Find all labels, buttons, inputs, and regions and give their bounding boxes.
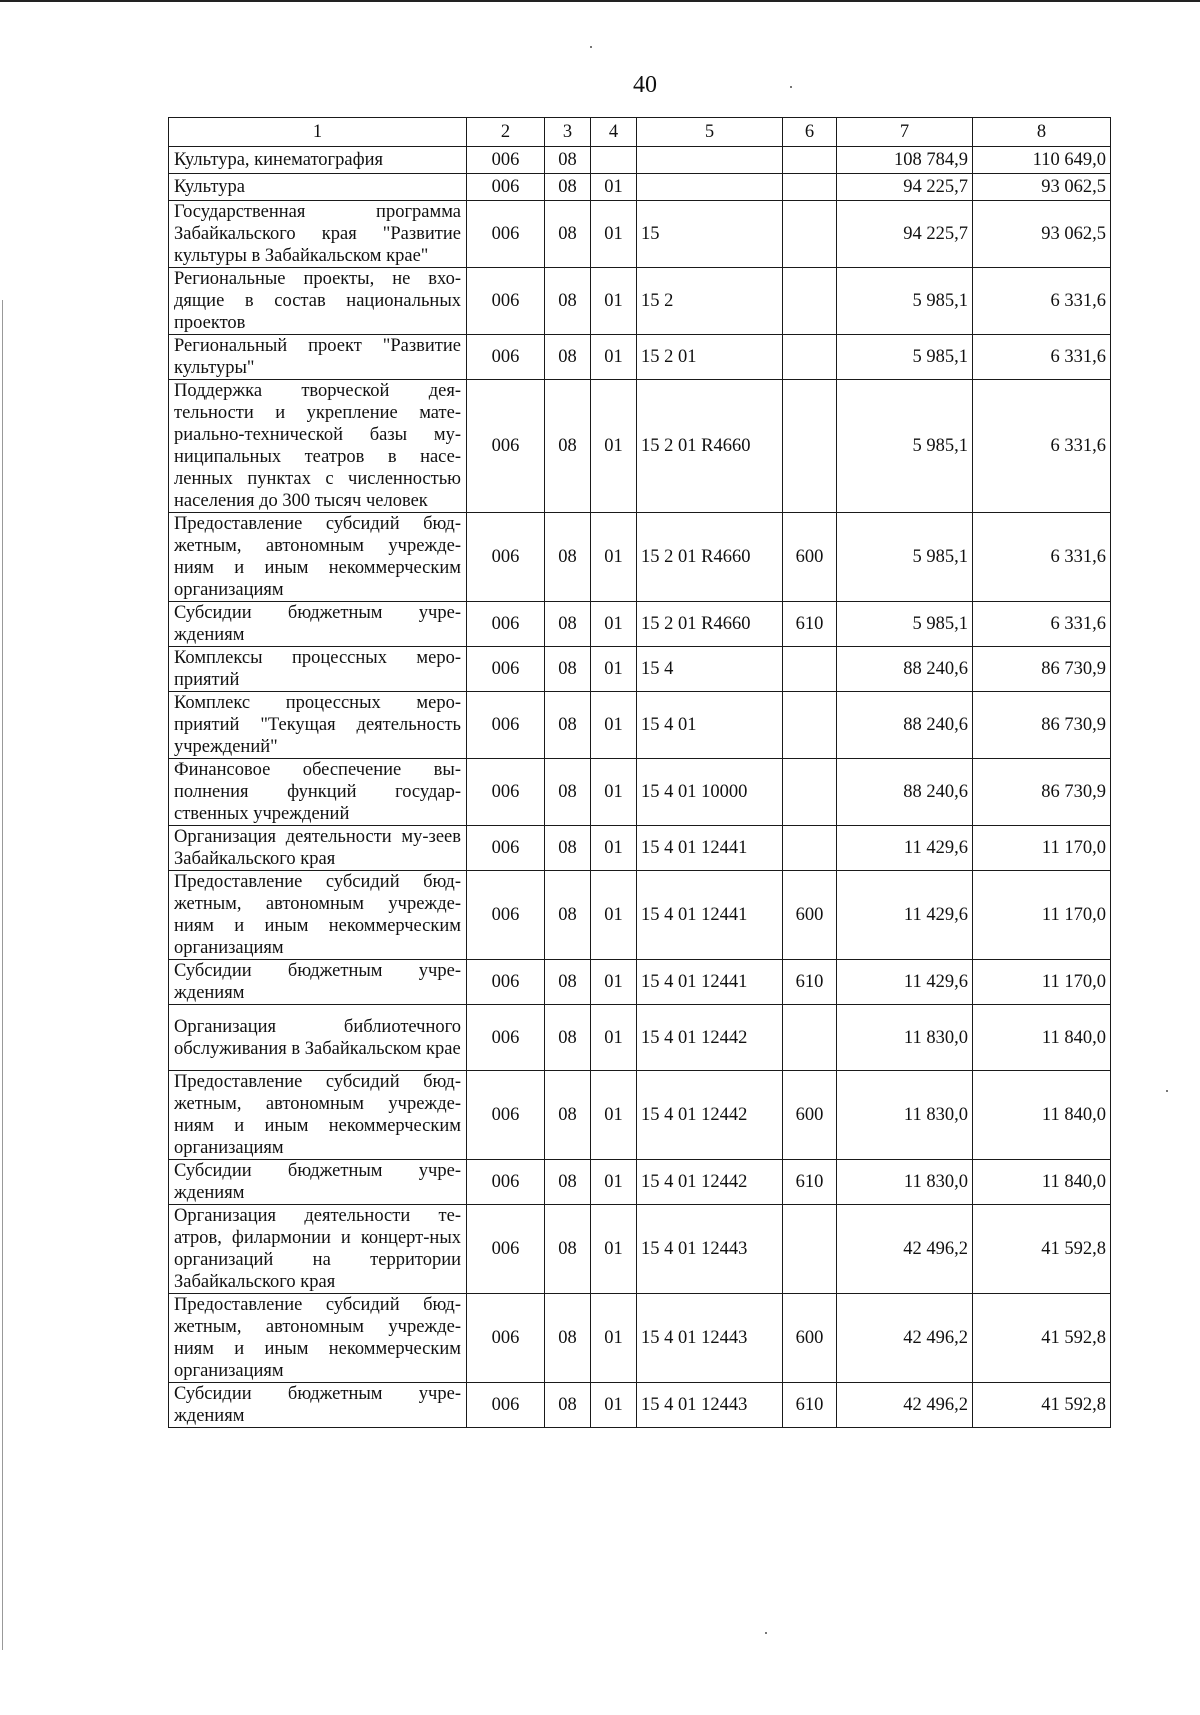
row-name-cell: Предоставление субсидий бюд-жетным, автономным учрежде-ниям и иным некоммерческим организациям <box>169 513 467 602</box>
row-subsection-cell: 01 <box>591 759 637 826</box>
row-subsection-cell: 01 <box>591 647 637 692</box>
row-name-cell: Предоставление субсидий бюд-жетным, автономным учрежде-ниям и иным некоммерческим организациям <box>169 1294 467 1383</box>
row-amount-col7-cell: 11 830,0 <box>837 1005 973 1071</box>
header-cell: 7 <box>837 118 973 147</box>
table-row <box>169 1205 1111 1294</box>
row-target-article-cell: 15 4 <box>637 647 783 692</box>
table-row <box>169 960 1111 1005</box>
row-name-cell: Организация деятельности му-зеев Забайкальского края <box>169 826 467 871</box>
header-cell: 4 <box>591 118 637 147</box>
row-section-cell: 08 <box>545 147 591 174</box>
row-name-cell: Предоставление субсидий бюд-жетным, автономным учрежде-ниям и иным некоммерческим организациям <box>169 1071 467 1160</box>
row-section-cell: 08 <box>545 1071 591 1160</box>
row-name-cell: Субсидии бюджетным учре-ждениям <box>169 1383 467 1428</box>
table-row <box>169 335 1111 380</box>
table-row <box>169 1294 1111 1383</box>
row-section-cell: 08 <box>545 1205 591 1294</box>
row-section-cell: 08 <box>545 871 591 960</box>
row-target-article-cell: 15 2 01 R4660 <box>637 380 783 513</box>
row-expense-type-cell <box>783 268 837 335</box>
budget-table <box>168 117 1111 1428</box>
scan-speck <box>1166 1090 1168 1092</box>
table-row <box>169 871 1111 960</box>
row-code-cell: 006 <box>467 960 545 1005</box>
row-code-cell: 006 <box>467 1383 545 1428</box>
row-section-cell: 08 <box>545 960 591 1005</box>
row-amount-col8-cell: 11 170,0 <box>973 826 1111 871</box>
row-subsection-cell: 01 <box>591 692 637 759</box>
row-expense-type-cell <box>783 147 837 174</box>
header-cell: 2 <box>467 118 545 147</box>
row-subsection-cell: 01 <box>591 1294 637 1383</box>
row-subsection-cell: 01 <box>591 1160 637 1205</box>
row-amount-col8-cell: 41 592,8 <box>973 1205 1111 1294</box>
table-header-row <box>169 118 1111 147</box>
row-expense-type-cell: 610 <box>783 1160 837 1205</box>
row-code-cell: 006 <box>467 201 545 268</box>
row-target-article-cell: 15 4 01 12443 <box>637 1205 783 1294</box>
row-target-article-cell: 15 4 01 12442 <box>637 1005 783 1071</box>
row-subsection-cell: 01 <box>591 826 637 871</box>
row-amount-col8-cell: 11 840,0 <box>973 1005 1111 1071</box>
scan-speck <box>590 46 592 48</box>
table-row <box>169 1160 1111 1205</box>
row-amount-col7-cell: 42 496,2 <box>837 1294 973 1383</box>
page-number: 40 <box>633 72 657 98</box>
row-section-cell: 08 <box>545 1383 591 1428</box>
row-target-article-cell <box>637 147 783 174</box>
row-subsection-cell: 01 <box>591 1383 637 1428</box>
row-expense-type-cell <box>783 335 837 380</box>
row-section-cell: 08 <box>545 513 591 602</box>
row-amount-col7-cell: 88 240,6 <box>837 759 973 826</box>
row-name-cell: Поддержка творческой дея-тельности и укрепление мате-риально-технической базы му-ниципальных театров в насе-ленных пунктах с численностью населения до 300 тысяч человек <box>169 380 467 513</box>
row-subsection-cell: 01 <box>591 1205 637 1294</box>
row-code-cell: 006 <box>467 380 545 513</box>
row-section-cell: 08 <box>545 1005 591 1071</box>
row-target-article-cell: 15 4 01 12441 <box>637 826 783 871</box>
row-code-cell: 006 <box>467 268 545 335</box>
row-name-cell: Организация деятельности те-атров, филармонии и концерт-ных организаций на территории Забайкальского края <box>169 1205 467 1294</box>
row-target-article-cell: 15 2 01 R4660 <box>637 513 783 602</box>
table-row <box>169 647 1111 692</box>
row-amount-col8-cell: 86 730,9 <box>973 692 1111 759</box>
row-expense-type-cell <box>783 692 837 759</box>
row-target-article-cell: 15 4 01 12442 <box>637 1160 783 1205</box>
row-section-cell: 08 <box>545 602 591 647</box>
table-row <box>169 1005 1111 1071</box>
table-row <box>169 513 1111 602</box>
row-target-article-cell: 15 2 01 R4660 <box>637 602 783 647</box>
row-target-article-cell: 15 4 01 12441 <box>637 871 783 960</box>
table-row <box>169 826 1111 871</box>
table-row <box>169 759 1111 826</box>
row-section-cell: 08 <box>545 201 591 268</box>
row-amount-col8-cell: 6 331,6 <box>973 380 1111 513</box>
table-row <box>169 602 1111 647</box>
row-subsection-cell <box>591 147 637 174</box>
row-amount-col8-cell: 93 062,5 <box>973 174 1111 201</box>
row-code-cell: 006 <box>467 147 545 174</box>
row-amount-col8-cell: 6 331,6 <box>973 268 1111 335</box>
row-expense-type-cell: 610 <box>783 960 837 1005</box>
row-amount-col8-cell: 11 840,0 <box>973 1160 1111 1205</box>
row-amount-col7-cell: 5 985,1 <box>837 335 973 380</box>
row-expense-type-cell: 600 <box>783 1071 837 1160</box>
row-amount-col7-cell: 94 225,7 <box>837 174 973 201</box>
row-amount-col7-cell: 108 784,9 <box>837 147 973 174</box>
row-expense-type-cell: 600 <box>783 1294 837 1383</box>
row-code-cell: 006 <box>467 1005 545 1071</box>
row-amount-col7-cell: 11 830,0 <box>837 1160 973 1205</box>
row-code-cell: 006 <box>467 826 545 871</box>
row-subsection-cell: 01 <box>591 513 637 602</box>
row-expense-type-cell <box>783 201 837 268</box>
row-amount-col8-cell: 93 062,5 <box>973 201 1111 268</box>
top-border-line <box>0 0 1200 2</box>
row-amount-col8-cell: 11 840,0 <box>973 1071 1111 1160</box>
row-target-article-cell: 15 4 01 10000 <box>637 759 783 826</box>
table-row <box>169 147 1111 174</box>
row-amount-col7-cell: 5 985,1 <box>837 602 973 647</box>
row-expense-type-cell <box>783 826 837 871</box>
row-expense-type-cell <box>783 1205 837 1294</box>
row-amount-col7-cell: 11 429,6 <box>837 960 973 1005</box>
row-target-article-cell: 15 4 01 <box>637 692 783 759</box>
row-subsection-cell: 01 <box>591 960 637 1005</box>
row-code-cell: 006 <box>467 1294 545 1383</box>
row-amount-col8-cell: 11 170,0 <box>973 960 1111 1005</box>
header-cell: 3 <box>545 118 591 147</box>
row-amount-col8-cell: 6 331,6 <box>973 602 1111 647</box>
row-code-cell: 006 <box>467 1160 545 1205</box>
row-expense-type-cell <box>783 380 837 513</box>
row-section-cell: 08 <box>545 647 591 692</box>
row-expense-type-cell <box>783 1005 837 1071</box>
row-code-cell: 006 <box>467 335 545 380</box>
row-amount-col8-cell: 86 730,9 <box>973 759 1111 826</box>
row-section-cell: 08 <box>545 174 591 201</box>
row-amount-col7-cell: 88 240,6 <box>837 647 973 692</box>
row-amount-col7-cell: 11 429,6 <box>837 826 973 871</box>
row-amount-col8-cell: 110 649,0 <box>973 147 1111 174</box>
row-expense-type-cell: 600 <box>783 871 837 960</box>
row-target-article-cell: 15 <box>637 201 783 268</box>
row-section-cell: 08 <box>545 826 591 871</box>
row-subsection-cell: 01 <box>591 335 637 380</box>
header-cell: 1 <box>169 118 467 147</box>
row-section-cell: 08 <box>545 759 591 826</box>
row-code-cell: 006 <box>467 513 545 602</box>
row-target-article-cell <box>637 174 783 201</box>
row-name-cell: Субсидии бюджетным учре-ждениям <box>169 1160 467 1205</box>
table-row <box>169 692 1111 759</box>
scan-speck <box>765 1632 767 1634</box>
row-amount-col8-cell: 11 170,0 <box>973 871 1111 960</box>
row-code-cell: 006 <box>467 1205 545 1294</box>
row-expense-type-cell <box>783 759 837 826</box>
row-section-cell: 08 <box>545 335 591 380</box>
row-name-cell: Региональные проекты, не вхо-дящие в состав национальных проектов <box>169 268 467 335</box>
row-subsection-cell: 01 <box>591 268 637 335</box>
row-code-cell: 006 <box>467 871 545 960</box>
row-target-article-cell: 15 4 01 12442 <box>637 1071 783 1160</box>
row-name-cell: Культура, кинематография <box>169 147 467 174</box>
header-cell: 6 <box>783 118 837 147</box>
row-name-cell: Субсидии бюджетным учре-ждениям <box>169 602 467 647</box>
row-subsection-cell: 01 <box>591 602 637 647</box>
row-subsection-cell: 01 <box>591 174 637 201</box>
row-amount-col7-cell: 5 985,1 <box>837 380 973 513</box>
row-subsection-cell: 01 <box>591 871 637 960</box>
row-subsection-cell: 01 <box>591 1005 637 1071</box>
scan-edge-line <box>2 300 3 1650</box>
row-section-cell: 08 <box>545 268 591 335</box>
table-row <box>169 1383 1111 1428</box>
row-amount-col8-cell: 41 592,8 <box>973 1294 1111 1383</box>
row-amount-col7-cell: 42 496,2 <box>837 1205 973 1294</box>
row-amount-col7-cell: 88 240,6 <box>837 692 973 759</box>
row-name-cell: Финансовое обеспечение вы-полнения функций государ-ственных учреждений <box>169 759 467 826</box>
row-subsection-cell: 01 <box>591 1071 637 1160</box>
row-expense-type-cell <box>783 174 837 201</box>
row-expense-type-cell: 610 <box>783 1383 837 1428</box>
table-row <box>169 201 1111 268</box>
header-cell: 8 <box>973 118 1111 147</box>
row-name-cell: Организация библиотечного обслуживания в Забайкальском крае <box>169 1005 467 1071</box>
row-amount-col7-cell: 5 985,1 <box>837 513 973 602</box>
header-cell: 5 <box>637 118 783 147</box>
row-code-cell: 006 <box>467 647 545 692</box>
table-row <box>169 380 1111 513</box>
row-code-cell: 006 <box>467 174 545 201</box>
row-section-cell: 08 <box>545 1294 591 1383</box>
row-expense-type-cell: 610 <box>783 602 837 647</box>
row-subsection-cell: 01 <box>591 380 637 513</box>
row-expense-type-cell: 600 <box>783 513 837 602</box>
row-amount-col7-cell: 42 496,2 <box>837 1383 973 1428</box>
row-amount-col8-cell: 6 331,6 <box>973 513 1111 602</box>
row-section-cell: 08 <box>545 380 591 513</box>
row-amount-col7-cell: 5 985,1 <box>837 268 973 335</box>
row-code-cell: 006 <box>467 692 545 759</box>
table-row <box>169 268 1111 335</box>
row-name-cell: Государственная программа Забайкальского края "Развитие культуры в Забайкальском крае" <box>169 201 467 268</box>
row-name-cell: Предоставление субсидий бюд-жетным, автономным учрежде-ниям и иным некоммерческим организациям <box>169 871 467 960</box>
row-code-cell: 006 <box>467 759 545 826</box>
row-name-cell: Комплексы процессных меро-приятий <box>169 647 467 692</box>
table-row <box>169 174 1111 201</box>
row-name-cell: Субсидии бюджетным учре-ждениям <box>169 960 467 1005</box>
row-name-cell: Региональный проект "Развитие культуры" <box>169 335 467 380</box>
row-target-article-cell: 15 4 01 12443 <box>637 1294 783 1383</box>
row-expense-type-cell <box>783 647 837 692</box>
row-target-article-cell: 15 2 <box>637 268 783 335</box>
row-code-cell: 006 <box>467 602 545 647</box>
row-subsection-cell: 01 <box>591 201 637 268</box>
row-section-cell: 08 <box>545 1160 591 1205</box>
table-row <box>169 1071 1111 1160</box>
row-amount-col8-cell: 41 592,8 <box>973 1383 1111 1428</box>
row-amount-col8-cell: 6 331,6 <box>973 335 1111 380</box>
row-amount-col8-cell: 86 730,9 <box>973 647 1111 692</box>
row-section-cell: 08 <box>545 692 591 759</box>
row-amount-col7-cell: 94 225,7 <box>837 201 973 268</box>
row-name-cell: Комплекс процессных меро-приятий "Текущая деятельность учреждений" <box>169 692 467 759</box>
row-name-cell: Культура <box>169 174 467 201</box>
row-target-article-cell: 15 2 01 <box>637 335 783 380</box>
row-amount-col7-cell: 11 830,0 <box>837 1071 973 1160</box>
row-target-article-cell: 15 4 01 12441 <box>637 960 783 1005</box>
row-code-cell: 006 <box>467 1071 545 1160</box>
row-amount-col7-cell: 11 429,6 <box>837 871 973 960</box>
row-target-article-cell: 15 4 01 12443 <box>637 1383 783 1428</box>
